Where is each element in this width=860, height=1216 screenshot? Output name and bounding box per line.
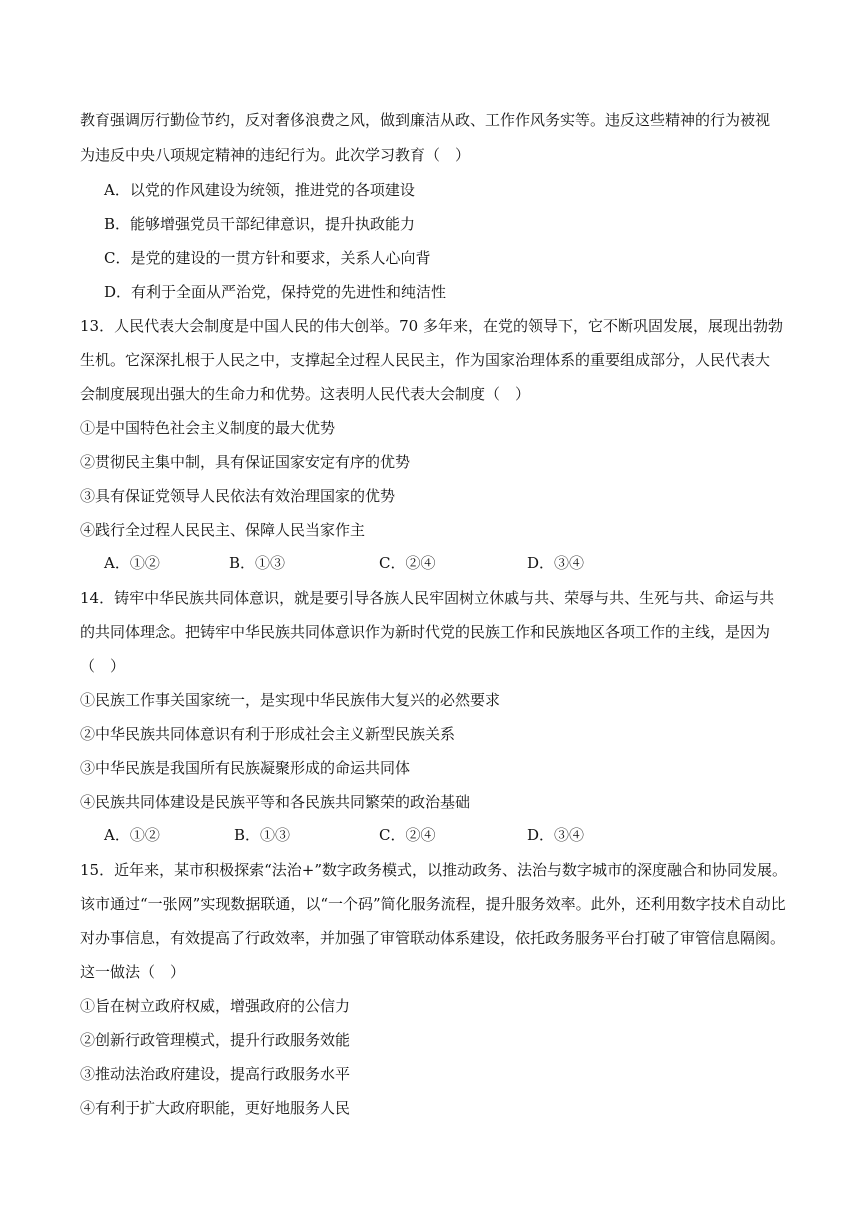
q14-item-1: ①民族工作事关国家统一，是实现中华民族伟大复兴的必然要求 bbox=[80, 691, 501, 709]
q13-choice-a: A．①② bbox=[104, 554, 160, 572]
q15-stem-line-4: 这一做法（ ） bbox=[80, 963, 186, 981]
q13-stem-line-3: 会制度展现出强大的生命力和优势。这表明人民代表大会制度（ ） bbox=[80, 385, 531, 403]
q15-item-4: ④有利于扩大政府职能，更好地服务人民 bbox=[80, 1099, 351, 1117]
q15-stem-line-3: 对办事信息，有效提高了行政效率，并加强了审管联动体系建设，依托政务服务平台打破了审管信息隔阂。 bbox=[80, 929, 786, 947]
q13-stem-line-2: 生机。它深深扎根于人民之中，支撑起全过程人民民主，作为国家治理体系的重要组成部分，人民代表大 bbox=[80, 351, 771, 369]
q14-stem-line-2: 的共同体理念。把铸牢中华民族共同体意识作为新时代党的民族工作和民族地区各项工作的主线，是因为 bbox=[80, 623, 771, 641]
q13-choice-b: B．①③ bbox=[229, 554, 286, 572]
q14-item-2: ②中华民族共同体意识有利于形成社会主义新型民族关系 bbox=[80, 725, 456, 743]
q13-choice-d: D．③④ bbox=[527, 554, 585, 572]
q13-item-2: ②贯彻民主集中制，具有保证国家安定有序的优势 bbox=[80, 453, 411, 471]
q13-item-1: ①是中国特色社会主义制度的最大优势 bbox=[80, 419, 336, 437]
q15-stem-line-2: 该市通过“一张网”实现数据联通，以“一个码”简化服务流程，提升服务效率。此外，还利用数字技术自动比 bbox=[80, 895, 786, 913]
q15-item-2: ②创新行政管理模式，提升行政服务效能 bbox=[80, 1031, 351, 1049]
q13-stem-line-1: 13．人民代表大会制度是中国人民的伟大创举。70 多年来，在党的领导下，它不断巩固发展，展现出勃勃 bbox=[80, 317, 783, 335]
q13-choice-c: C．②④ bbox=[379, 554, 436, 572]
q14-choices bbox=[104, 825, 804, 845]
q12-stem-line-2: 为违反中央八项规定精神的违纪行为。此次学习教育（ ） bbox=[80, 146, 471, 164]
q15-stem-line-1: 15．近年来，某市积极探索“法治+”数字政务模式，以推动政务、法治与数字城市的深度融合和协同发展。 bbox=[80, 861, 787, 879]
q14-item-4: ④民族共同体建设是民族平等和各民族共同繁荣的政治基础 bbox=[80, 793, 471, 811]
q12-option-d: D．有利于全面从严治党，保持党的先进性和纯洁性 bbox=[104, 283, 447, 301]
q14-item-3: ③中华民族是我国所有民族凝聚形成的命运共同体 bbox=[80, 759, 411, 777]
q14-choice-c: C．②④ bbox=[379, 826, 436, 844]
q12-option-b: B．能够增强党员干部纪律意识，提升执政能力 bbox=[104, 215, 416, 233]
q14-choice-b: B．①③ bbox=[234, 826, 291, 844]
q12-option-a: A．以党的作风建设为统领，推进党的各项建设 bbox=[104, 181, 415, 199]
q15-item-3: ③推动法治政府建设，提高行政服务水平 bbox=[80, 1065, 351, 1083]
q12-stem-line-1: 教育强调厉行勤俭节约，反对奢侈浪费之风，做到廉洁从政、工作作风务实等。违反这些精神的行为被视 bbox=[80, 111, 771, 129]
q15-item-1: ①旨在树立政府权威，增强政府的公信力 bbox=[80, 997, 351, 1015]
q13-item-3: ③具有保证党领导人民依法有效治理国家的优势 bbox=[80, 487, 396, 505]
q14-stem-line-1: 14．铸牢中华民族共同体意识，就是要引导各族人民牢固树立休戚与共、荣辱与共、生死与共、命运与共 bbox=[80, 589, 775, 607]
q13-item-4: ④践行全过程人民民主、保障人民当家作主 bbox=[80, 521, 366, 539]
q14-choice-a: A．①② bbox=[104, 826, 160, 844]
q13-choices bbox=[104, 553, 804, 573]
q14-stem-line-3: （ ） bbox=[80, 657, 126, 675]
q12-option-c: C．是党的建设的一贯方针和要求，关系人心向背 bbox=[104, 249, 431, 267]
q14-choice-d: D．③④ bbox=[527, 826, 585, 844]
